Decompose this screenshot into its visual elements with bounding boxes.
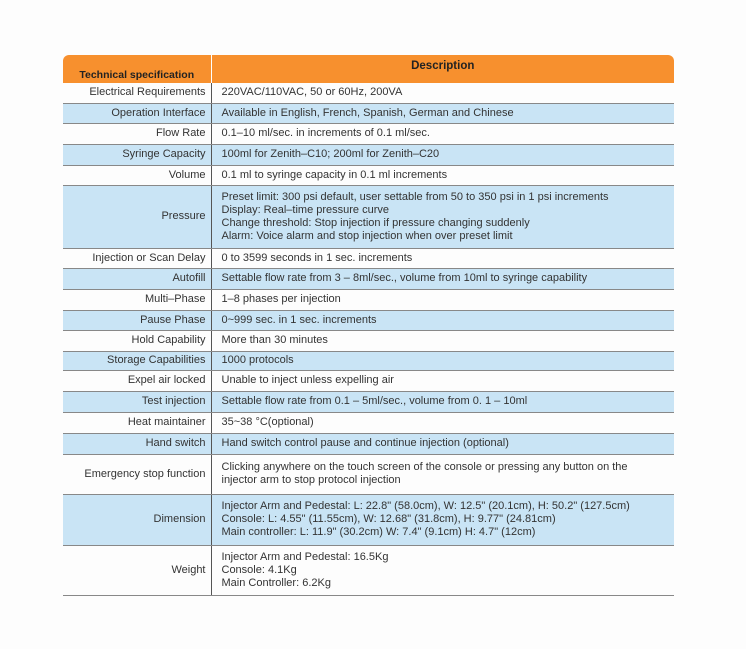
spec-value xyxy=(211,433,674,454)
spec-value-line: injector arm to stop protocol injection xyxy=(221,474,401,486)
spec-label: Autofill xyxy=(63,268,211,289)
spec-value-line: 35~38 °C(optional) xyxy=(221,416,314,428)
spec-value-line: Alarm: Voice alarm and stop injection when over preset limit xyxy=(221,229,513,242)
spec-value-line: 0 to 3599 seconds in 1 sec. increments xyxy=(221,251,413,264)
spec-value xyxy=(211,494,674,545)
spec-value-line: Settable flow rate from 0.1 – 5ml/sec., volume from 0. 1 – 10ml xyxy=(221,395,528,407)
spec-value xyxy=(211,248,674,268)
spec-label: Dimension xyxy=(63,494,211,545)
spec-label: Heat maintainer xyxy=(63,412,211,433)
spec-value xyxy=(211,165,674,185)
spec-value xyxy=(211,103,674,123)
spec-label: Emergency stop function xyxy=(63,454,211,494)
spec-value-line: Console: L: 4.55" (11.55cm), W: 12.68" (31.8cm), H: 9.77" (24.81cm) xyxy=(221,513,556,525)
spec-value-line: Hand switch control pause and continue injection (optional) xyxy=(221,437,509,449)
spec-value-line: 220VAC/110VAC, 50 or 60Hz, 200VA xyxy=(221,86,403,99)
table-row xyxy=(63,412,674,433)
spec-label: Expel air locked xyxy=(63,370,211,391)
spec-value xyxy=(211,412,674,433)
spec-label: Test injection xyxy=(63,391,211,412)
spec-value-line: Injector Arm and Pedestal: 16.5Kg xyxy=(221,550,389,563)
spec-value xyxy=(211,545,674,595)
spec-label: Electrical Requirements xyxy=(63,83,211,103)
spec-label: Hold Capability xyxy=(63,330,211,351)
spec-value-line: 0.1 ml to syringe capacity in 0.1 ml increments xyxy=(221,168,448,181)
table-row xyxy=(63,391,674,412)
table-header-row xyxy=(63,55,674,83)
spec-value-line: Main controller: L: 11.9" (30.2cm) W: 7.4" (9.1cm) H: 4.7" (12cm) xyxy=(221,526,536,538)
spec-table-body xyxy=(63,83,674,595)
spec-value xyxy=(211,454,674,494)
table-row xyxy=(63,123,674,144)
spec-label: Injection or Scan Delay xyxy=(63,248,211,268)
table-row xyxy=(63,330,674,351)
spec-value-line: More than 30 minutes xyxy=(221,334,328,346)
spec-label: Multi–Phase xyxy=(63,289,211,310)
table-row xyxy=(63,165,674,185)
table-row xyxy=(63,83,674,103)
spec-label: Operation Interface xyxy=(63,103,211,123)
spec-value-line: 100ml for Zenith–C10; 200ml for Zenith–C20 xyxy=(221,148,440,160)
table-row xyxy=(63,310,674,330)
spec-value xyxy=(211,370,674,391)
spec-value xyxy=(211,330,674,351)
table-row xyxy=(63,433,674,454)
spec-value-line: Injector Arm and Pedestal: L: 22.8" (58.0cm), W: 12.5" (20.1cm), H: 50.2" (127.5cm) xyxy=(221,500,630,512)
table-row xyxy=(63,289,674,310)
spec-value-line: Main Controller: 6.2Kg xyxy=(221,576,331,589)
spec-value xyxy=(211,185,674,248)
spec-value xyxy=(211,123,674,144)
spec-value-line: Settable flow rate from 3 – 8ml/sec., volume from 10ml to syringe capability xyxy=(221,272,588,284)
table-row xyxy=(63,454,674,494)
spec-value-line: 0.1–10 ml/sec. in increments of 0.1 ml/sec. xyxy=(221,127,430,139)
spec-value-line: Console: 4.1Kg xyxy=(221,563,297,576)
table-row xyxy=(63,144,674,165)
spec-label: Volume xyxy=(63,165,211,185)
spec-value xyxy=(211,268,674,289)
spec-value xyxy=(211,144,674,165)
spec-value xyxy=(211,391,674,412)
spec-value-line: 1–8 phases per injection xyxy=(221,293,341,305)
table-row xyxy=(63,103,674,123)
spec-label: Syringe Capacity xyxy=(63,144,211,165)
spec-value xyxy=(211,83,674,103)
spec-value-line: Change threshold: Stop injection if pressure changing suddenly xyxy=(221,216,530,229)
table-row xyxy=(63,370,674,391)
spec-value xyxy=(211,351,674,370)
table-row xyxy=(63,268,674,289)
spec-value-line: 0~999 sec. in 1 sec. increments xyxy=(221,313,377,326)
spec-value-line: Available in English, French, Spanish, German and Chinese xyxy=(221,106,514,119)
spec-label: Pressure xyxy=(63,185,211,248)
spec-value-line: Clicking anywhere on the touch screen of the console or pressing any button on the xyxy=(221,461,628,473)
table-row xyxy=(63,248,674,268)
table-row xyxy=(63,351,674,370)
table-row xyxy=(63,185,674,248)
spec-value-line: Unable to inject unless expelling air xyxy=(221,374,394,386)
spec-value-line: Display: Real–time pressure curve xyxy=(221,203,390,216)
header-description: Description xyxy=(211,55,674,83)
spec-label: Pause Phase xyxy=(63,310,211,330)
header-technical-specification: Technical specification xyxy=(63,55,211,83)
spec-label: Weight xyxy=(63,545,211,595)
spec-value xyxy=(211,289,674,310)
spec-value-line: 1000 protocols xyxy=(221,354,294,366)
spec-value-line: Preset limit: 300 psi default, user settable from 50 to 350 psi in 1 psi increments xyxy=(221,190,609,203)
spec-label: Flow Rate xyxy=(63,123,211,144)
table-row xyxy=(63,494,674,545)
spec-label: Storage Capabilities xyxy=(63,351,211,370)
table-row xyxy=(63,545,674,595)
spec-value xyxy=(211,310,674,330)
spec-label: Hand switch xyxy=(63,433,211,454)
spec-table xyxy=(63,55,674,596)
